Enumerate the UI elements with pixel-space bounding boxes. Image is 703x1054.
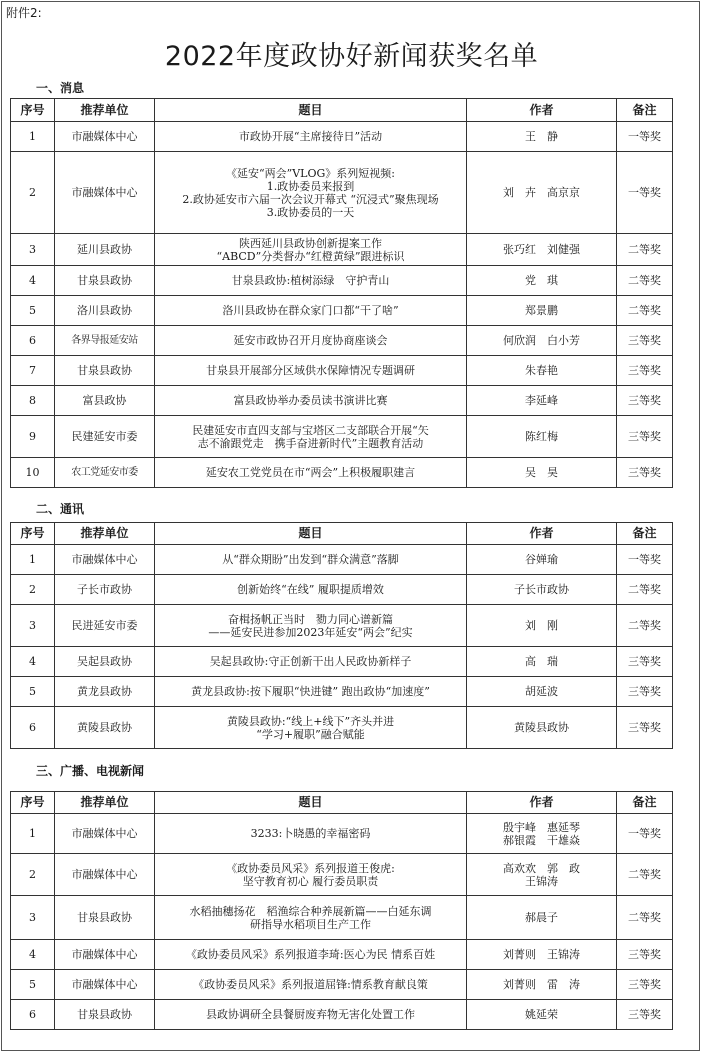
author-cell: 刘 卉 高京京 <box>467 152 617 234</box>
unit-cell: 民进延安市委 <box>55 605 155 647</box>
unit-cell: 甘泉县政协 <box>55 356 155 386</box>
unit-cell: 甘泉县政协 <box>55 896 155 940</box>
author-cell: 刘菁则 雷 涛 <box>467 970 617 1000</box>
author-cell: 殷宇峰 惠延琴 郝银霞 干雄焱 <box>467 814 617 854</box>
table-row <box>11 677 673 707</box>
header-author: 作者 <box>467 792 617 814</box>
unit-cell: 富县政协 <box>55 386 155 416</box>
table-row <box>11 896 673 940</box>
header-note: 备注 <box>617 523 673 545</box>
table-header-row <box>11 523 673 545</box>
unit-cell: 延川县政协 <box>55 234 155 266</box>
topic-cell: 富县政协举办委员读书演讲比赛 <box>155 386 467 416</box>
topic-cell: 甘泉县开展部分区域供水保障情况专题调研 <box>155 356 467 386</box>
section-heading-feature: 二、通讯 <box>36 502 85 516</box>
table-row <box>11 296 673 326</box>
header-note: 备注 <box>617 792 673 814</box>
note-cell: 二等奖 <box>617 575 673 605</box>
topic-cell: 陕西延川县政协创新提案工作 “ABCD”分类督办“红橙黄绿”跟进标识 <box>155 234 467 266</box>
note-cell: 三等奖 <box>617 386 673 416</box>
topic-cell: 奋楫扬帆正当时 勠力同心谱新篇 ——延安民进参加2023年延安“两会”纪实 <box>155 605 467 647</box>
author-cell: 朱春艳 <box>467 356 617 386</box>
topic-cell: 民建延安市直四支部与宝塔区二支部联合开展“矢 志不渝跟党走 携手奋进新时代”主题教育活动 <box>155 416 467 458</box>
seq-cell: 7 <box>11 356 55 386</box>
topic-cell: 《政协委员风采》系列报道李琦:医心为民 情系百姓 <box>155 940 467 970</box>
author-cell: 郑景鹏 <box>467 296 617 326</box>
seq-cell: 1 <box>11 545 55 575</box>
table-row <box>11 458 673 488</box>
seq-cell: 10 <box>11 458 55 488</box>
table-row <box>11 575 673 605</box>
seq-cell: 1 <box>11 814 55 854</box>
unit-cell: 民建延安市委 <box>55 416 155 458</box>
note-cell: 一等奖 <box>617 545 673 575</box>
note-cell: 二等奖 <box>617 896 673 940</box>
topic-cell: 水稻抽穗扬花 稻渔综合种养展新篇——白延东调 研指导水稻项目生产工作 <box>155 896 467 940</box>
note-cell: 二等奖 <box>617 854 673 896</box>
table-header-row <box>11 792 673 814</box>
header-unit: 推荐单位 <box>55 523 155 545</box>
author-cell: 谷婵瑜 <box>467 545 617 575</box>
header-unit: 推荐单位 <box>55 792 155 814</box>
section-heading-broadcast: 三、广播、电视新闻 <box>36 764 145 778</box>
seq-cell: 3 <box>11 605 55 647</box>
table-row <box>11 326 673 356</box>
seq-cell: 2 <box>11 152 55 234</box>
seq-cell: 1 <box>11 122 55 152</box>
seq-cell: 2 <box>11 575 55 605</box>
note-cell: 三等奖 <box>617 940 673 970</box>
page-title: 2022年度政协好新闻获奖名单 <box>164 41 539 72</box>
seq-cell: 4 <box>11 647 55 677</box>
author-cell: 郝晨子 <box>467 896 617 940</box>
author-cell: 何欣润 白小芳 <box>467 326 617 356</box>
header-seq: 序号 <box>11 523 55 545</box>
news-table <box>10 98 673 488</box>
feature-table <box>10 522 673 749</box>
seq-cell: 2 <box>11 854 55 896</box>
header-author: 作者 <box>467 99 617 122</box>
topic-cell: 延安市政协召开月度协商座谈会 <box>155 326 467 356</box>
topic-cell: 市政协开展“主席接待日”活动 <box>155 122 467 152</box>
note-cell: 三等奖 <box>617 326 673 356</box>
topic-cell: 3233:卜晓愚的幸福密码 <box>155 814 467 854</box>
unit-cell: 黄龙县政协 <box>55 677 155 707</box>
table-row <box>11 940 673 970</box>
note-cell: 一等奖 <box>617 814 673 854</box>
note-cell: 二等奖 <box>617 296 673 326</box>
table-row <box>11 266 673 296</box>
seq-cell: 5 <box>11 296 55 326</box>
unit-cell: 市融媒体中心 <box>55 854 155 896</box>
author-cell: 吴 昊 <box>467 458 617 488</box>
note-cell: 三等奖 <box>617 416 673 458</box>
author-cell: 高 瑞 <box>467 647 617 677</box>
unit-cell: 甘泉县政协 <box>55 266 155 296</box>
author-cell: 子长市政协 <box>467 575 617 605</box>
seq-cell: 3 <box>11 896 55 940</box>
topic-cell: 从“群众期盼”出发到“群众满意”落脚 <box>155 545 467 575</box>
author-cell: 张巧红 刘健强 <box>467 234 617 266</box>
topic-cell: 《政协委员风采》系列报道王俊虎: 坚守教育初心 履行委员职责 <box>155 854 467 896</box>
note-cell: 三等奖 <box>617 647 673 677</box>
note-cell: 一等奖 <box>617 122 673 152</box>
unit-cell: 市融媒体中心 <box>55 814 155 854</box>
unit-cell: 农工党延安市委 <box>55 458 155 488</box>
author-cell: 胡延波 <box>467 677 617 707</box>
header-topic: 题目 <box>155 523 467 545</box>
topic-cell: 延安农工党党员在市“两会”上积极履职建言 <box>155 458 467 488</box>
note-cell: 二等奖 <box>617 234 673 266</box>
table-row <box>11 545 673 575</box>
author-cell: 姚延荣 <box>467 1000 617 1030</box>
unit-cell: 黄陵县政协 <box>55 707 155 749</box>
seq-cell: 4 <box>11 940 55 970</box>
table-row <box>11 356 673 386</box>
table-row <box>11 1000 673 1030</box>
table-row <box>11 814 673 854</box>
topic-cell: 洛川县政协在群众家门口都“干了啥” <box>155 296 467 326</box>
author-cell: 王 静 <box>467 122 617 152</box>
note-cell: 三等奖 <box>617 458 673 488</box>
unit-cell: 洛川县政协 <box>55 296 155 326</box>
note-cell: 三等奖 <box>617 970 673 1000</box>
author-cell: 李延峰 <box>467 386 617 416</box>
seq-cell: 6 <box>11 326 55 356</box>
table-row <box>11 707 673 749</box>
unit-cell: 市融媒体中心 <box>55 122 155 152</box>
seq-cell: 8 <box>11 386 55 416</box>
table-row <box>11 234 673 266</box>
author-cell: 党 琪 <box>467 266 617 296</box>
note-cell: 二等奖 <box>617 266 673 296</box>
author-cell: 刘菁则 王锦涛 <box>467 940 617 970</box>
header-seq: 序号 <box>11 99 55 122</box>
seq-cell: 4 <box>11 266 55 296</box>
unit-cell: 子长市政协 <box>55 575 155 605</box>
note-cell: 二等奖 <box>617 605 673 647</box>
table-row <box>11 152 673 234</box>
note-cell: 一等奖 <box>617 152 673 234</box>
seq-cell: 5 <box>11 970 55 1000</box>
topic-cell: 甘泉县政协:植树添绿 守护青山 <box>155 266 467 296</box>
seq-cell: 6 <box>11 707 55 749</box>
unit-cell: 各界导报延安站 <box>55 326 155 356</box>
table-row <box>11 122 673 152</box>
table-row <box>11 854 673 896</box>
unit-cell: 甘泉县政协 <box>55 1000 155 1030</box>
seq-cell: 3 <box>11 234 55 266</box>
header-seq: 序号 <box>11 792 55 814</box>
topic-cell: 创新始终“在线” 履职提质增效 <box>155 575 467 605</box>
table-row <box>11 647 673 677</box>
table-row <box>11 605 673 647</box>
table-row <box>11 386 673 416</box>
author-cell: 刘 刚 <box>467 605 617 647</box>
topic-cell: 黄龙县政协:按下履职“快进键” 跑出政协“加速度” <box>155 677 467 707</box>
author-cell: 黄陵县政协 <box>467 707 617 749</box>
section-heading-news: 一、消息 <box>36 81 85 95</box>
note-cell: 三等奖 <box>617 707 673 749</box>
unit-cell: 市融媒体中心 <box>55 545 155 575</box>
header-topic: 题目 <box>155 99 467 122</box>
seq-cell: 5 <box>11 677 55 707</box>
note-cell: 三等奖 <box>617 356 673 386</box>
unit-cell: 吴起县政协 <box>55 647 155 677</box>
attachment-label: 附件2: <box>6 6 42 20</box>
table-header-row <box>11 99 673 122</box>
topic-cell: 《延安“两会”VLOG》系列短视频: 1.政协委员来报到 2.政协延安市六届一次会议开幕式 “沉浸式”聚焦现场 3.政协委员的一天 <box>155 152 467 234</box>
topic-cell: 县政协调研全县餐厨废弃物无害化处置工作 <box>155 1000 467 1030</box>
broadcast-table <box>10 791 673 1030</box>
author-cell: 高欢欢 郭 政 王锦涛 <box>467 854 617 896</box>
unit-cell: 市融媒体中心 <box>55 152 155 234</box>
table-row <box>11 970 673 1000</box>
note-cell: 三等奖 <box>617 677 673 707</box>
header-note: 备注 <box>617 99 673 122</box>
table-row <box>11 416 673 458</box>
header-unit: 推荐单位 <box>55 99 155 122</box>
topic-cell: 吴起县政协:守正创新干出人民政协新样子 <box>155 647 467 677</box>
unit-cell: 市融媒体中心 <box>55 940 155 970</box>
note-cell: 三等奖 <box>617 1000 673 1030</box>
header-topic: 题目 <box>155 792 467 814</box>
author-cell: 陈红梅 <box>467 416 617 458</box>
seq-cell: 9 <box>11 416 55 458</box>
header-author: 作者 <box>467 523 617 545</box>
topic-cell: 黄陵县政协:“线上+线下”齐头并进 “学习+履职”融合赋能 <box>155 707 467 749</box>
topic-cell: 《政协委员风采》系列报道屈锋:情系教育献良策 <box>155 970 467 1000</box>
unit-cell: 市融媒体中心 <box>55 970 155 1000</box>
seq-cell: 6 <box>11 1000 55 1030</box>
